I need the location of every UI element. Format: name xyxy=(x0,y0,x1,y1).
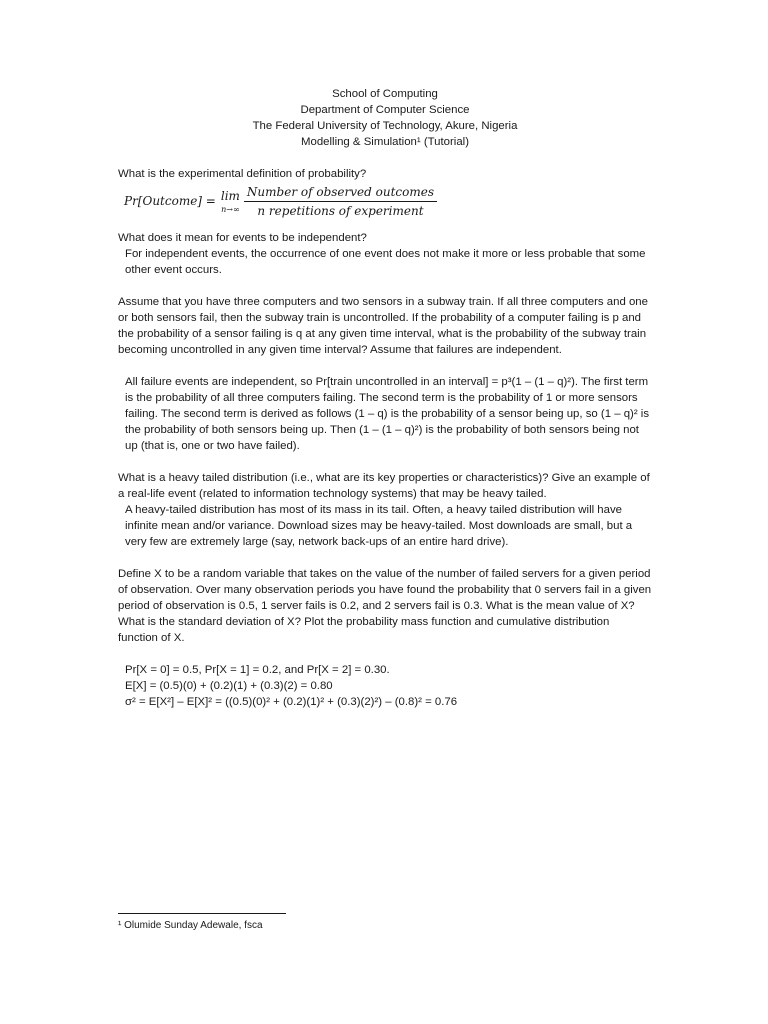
formula-lim-label: lim xyxy=(220,189,240,203)
question-1 xyxy=(118,166,652,220)
answer-5-list xyxy=(125,662,652,710)
question-1-text: What is the experimental definition of probability? xyxy=(118,168,367,180)
footnote: ¹ Olumide Sunday Adewale, fsca xyxy=(118,920,263,931)
question-5 xyxy=(118,566,652,710)
university-name: The Federal University of Technology, Akure, Nigeria xyxy=(252,120,518,132)
document-header xyxy=(118,86,652,150)
department-name: Department of Computer Science xyxy=(300,104,470,116)
question-4-text: What is a heavy tailed distribution (i.e., what are its key properties or characteristics)? Give an example of a real-life event (related to information technology systems) that may be heavy tailed. xyxy=(118,472,650,500)
formula-fraction xyxy=(244,184,437,219)
question-3 xyxy=(118,294,652,454)
footnote-divider xyxy=(118,913,286,914)
formula-denominator: n repetitions of experiment xyxy=(257,203,424,218)
answer-3-text: All failure events are independent, so Pr[train uncontrolled in an interval] = p³(1 – (1 – q)²). The first term is the probability of all three computers failing. The second term is the probability of 1 or more sensors failing. The second term is derived as follows (1 – q) is the probability of a sensor being up, so (1 – q)² is the probability of both sensors being up. Then (1 – (1 – q)²) is the probability of both sensors being not up (that is, one or two have failed). xyxy=(125,376,650,452)
school-name: School of Computing xyxy=(332,88,438,100)
question-5-text: Define X to be a random variable that takes on the value of the number of failed servers for a given period of observation. Over many observation periods you have found the probability that 0 servers fail in a given period of observation is 0.5, 1 server fails is 0.2, and 2 servers fail is 0.3. What is the mean value of X? What is the standard deviation of X? Plot the probability mass function and cumulative distribution function of X. xyxy=(118,568,652,644)
question-2 xyxy=(118,230,652,278)
formula-lim-subscript: n→∞ xyxy=(221,205,240,214)
formula-lhs: Pr[Outcome] = xyxy=(124,194,216,208)
answer-2-text: For independent events, the occurrence of one event does not make it more or less probable that some other event occurs. xyxy=(125,248,646,276)
question-4 xyxy=(118,470,652,550)
answer-5-line: E[X] = (0.5)(0) + (0.2)(1) + (0.3)(2) = 0.80 xyxy=(125,680,333,692)
answer-4-text: A heavy-tailed distribution has most of its mass in its tail. Often, a heavy tailed distribution will have infinite mean and/or variance. Download sizes may be heavy-tailed. Most downloads are small, but a very few are extremely large (say, network back-ups of an entire hard drive). xyxy=(125,504,633,548)
answer-5-line: σ² = E[X²] – E[X]² = ((0.5)(0)² + (0.2)(1)² + (0.3)(2)²) – (0.8)² = 0.76 xyxy=(125,696,458,708)
probability-formula xyxy=(124,182,652,220)
answer-5-line: Pr[X = 0] = 0.5, Pr[X = 1] = 0.2, and Pr[X = 2] = 0.30. xyxy=(125,664,390,676)
document-page xyxy=(118,86,652,710)
course-title: Modelling & Simulation¹ (Tutorial) xyxy=(301,136,469,148)
question-3-text: Assume that you have three computers and two sensors in a subway train. If all three computers and one or both sensors fail, then the subway train is uncontrolled. If the probability of a computer failing is p and the probability of a sensor failing is q at any given time interval, what is the probability of the subway train becoming uncontrolled in any given time interval? Assume that failures are independent. xyxy=(118,296,648,356)
formula-numerator: Number of observed outcomes xyxy=(244,184,437,202)
formula-limit xyxy=(221,188,240,214)
question-2-text: What does it mean for events to be independent? xyxy=(118,232,367,244)
